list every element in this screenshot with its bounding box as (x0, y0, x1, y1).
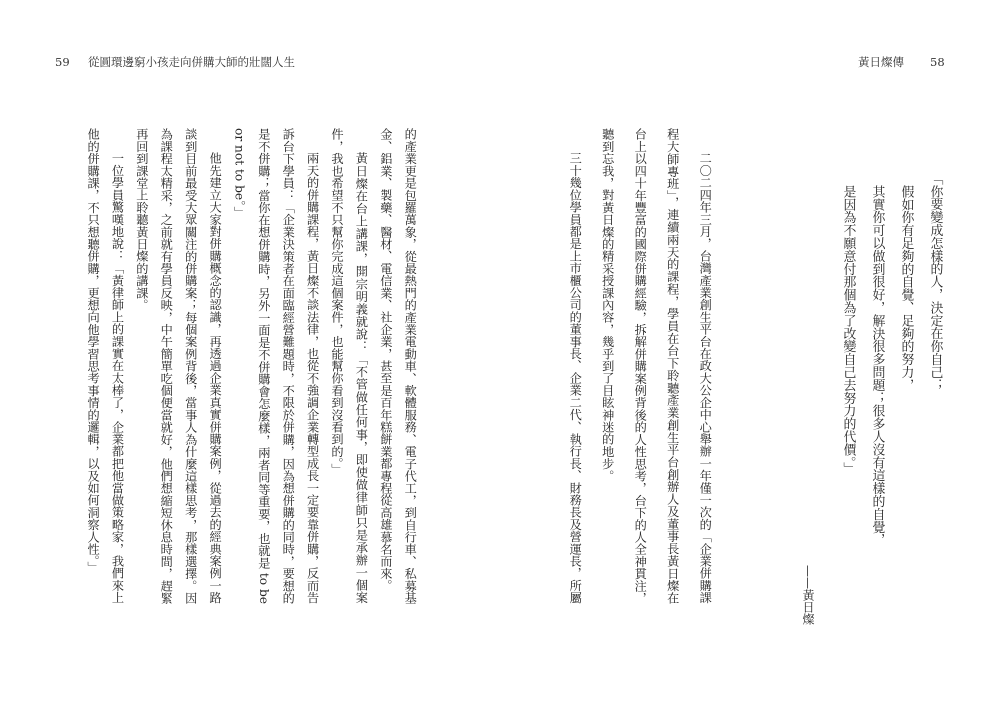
text-line: 黃日燦在台上講課，開宗明義就說：「不管做任何事，即使做律師只是承辦一個案 (354, 152, 369, 604)
text-line: 再回到課堂上聆聽黃日燦的講課。 (134, 128, 149, 311)
running-head: 黃日燦傳 (858, 55, 904, 69)
text-line: 一位學員驚嘆地說：「黃律師上的課實在太棒了，企業都把他當做策略家，我們來上 (110, 152, 125, 604)
page-number: 59 (55, 55, 70, 69)
text-line: 程大師專班」，連續兩天的課程，學員在台下聆聽產業創生平台創辦人及董事長黃日燦在 (665, 128, 680, 604)
text-line: 是不併購；當你在想併購時，另外一面是不併購會怎麼樣，兩者同等重要，也就是 to be (256, 128, 271, 604)
epigraph-quote (834, 172, 950, 575)
text-line: 金、鋁業、製藥、醫材、電信業、社企業，甚至是百年糕餅業都專程從高雄慕名而來。 (378, 128, 393, 592)
body-text (559, 128, 722, 604)
paragraph (373, 128, 422, 604)
paragraph (325, 128, 374, 604)
paragraph (227, 128, 325, 604)
text-line: 為課程太精采，之前就有學員反映，中午簡單吃個便當就好，他們想縮短休息時間，趕緊 (159, 128, 174, 604)
text-line: 兩天的併購課程，黃日燦不談法律，也從不強調企業轉型成長一定要靠併購，反而告 (305, 152, 320, 604)
epigraph-line: 其實你可以做到很好，解決很多問題；很多人沒有這樣的自覺， (869, 185, 885, 547)
text-line: 三十幾位學員都是上市櫃公司的董事長、企業二代、執行長、財務長及營運長，所屬 (568, 152, 583, 604)
epigraph-line: 假如你有足夠的自覺、足夠的努力， (898, 185, 914, 392)
epigraph-line: 「你要變成怎樣的人，決定在你自己； (927, 172, 943, 392)
paragraph (559, 128, 592, 604)
text-line: 他先建立大家對併購概念的認識，再透過企業真實併購案例，從過去的經典案例一路 (208, 152, 223, 604)
text-line: 談到目前最受大眾關注的併購案；每個案例背後，當事人為什麼這樣思考，那樣選擇。因 (183, 128, 198, 604)
paragraph (591, 128, 721, 604)
paragraph (130, 128, 228, 604)
body-text (81, 128, 423, 604)
page-number: 58 (930, 55, 945, 69)
epigraph-attribution: ——黃日燦 (801, 565, 815, 625)
running-head: 從圓環邊窮小孩走向併購大師的壯闊人生 (88, 55, 295, 69)
text-line: 件，我也希望不只幫你完成這個案件，也能幫你看到沒看到的。」 (330, 128, 345, 476)
text-line: 聽到忘我，對黃日燦的精采授課內容，幾乎到了目眩神迷的地步。 (600, 128, 615, 482)
text-line: 的產業更是包羅萬象，從最熱門的產業電動車、軟體服務、電子代工，到自行車、私募基 (403, 128, 418, 604)
text-line: 台上以四十年豐富的國際併購經驗，拆解併購案例背後的人性思考，台下的人全神貫注， (633, 128, 648, 604)
text-line: 他的併購課，不只想聽併購，更想向他學習思考事情的邏輯，以及如何洞察人性。」 (86, 128, 101, 574)
text-line: or not to be。」 (232, 128, 247, 219)
text-line: 訴台下學員：「企業決策者在面臨經營難題時，不限於併購，因為想併購的同時，要想的 (281, 128, 296, 604)
page-right (500, 0, 1000, 709)
text-line: 二〇二四年三月，台灣產業創生平台在政大公企中心舉辦一年僅一次的「企業併購課 (698, 152, 713, 604)
paragraph (81, 128, 130, 604)
epigraph-line: 是因為不願意付那個為了改變自己去努力的代價。」 (840, 185, 856, 476)
